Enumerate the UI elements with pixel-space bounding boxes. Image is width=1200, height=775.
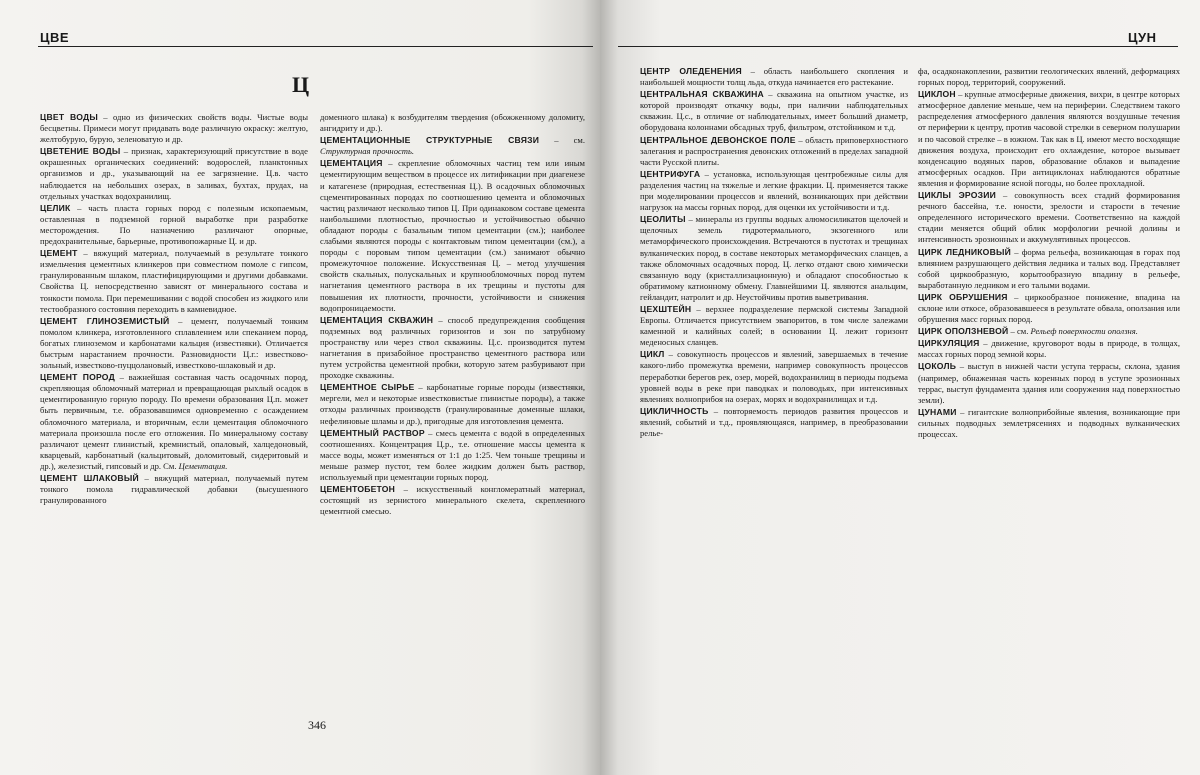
entry-definition: – крупные атмосферные движения, вихри, в центре которых атмосферное давление меньше, чем на периферии. Следствием такого распределения атмосферного давления являются воздушные течения от периферии к центру, против часовой стрелки в северном полушарии и по часовой стрелке – в южном. Так как в Ц. имеют место восходящие движения воздуха, происходит его охлаждение, которое вызывает конденсацию водяных паров, образование облаков и выпадение атмосферных осадков. При антициклонах наблюдаются обратные явления и формирование ясной погоды, но более прохладной. bbox=[918, 89, 1180, 188]
entry-definition: – совокупность процессов и явлений, завершаемых в течение какого-либо промежутка времени, например совокупность процессов переработки берегов рек, озер, морей, водохранилищ в периоды подъема уровней воды в реке при паводках и половодьях, при интенсивных явлениях волноприбоя на озерах, морях и водохранилищах и т.д. bbox=[640, 349, 908, 403]
entry-definition: – часть пласта горных пород с полезным ископаемым, оставленная в подземной горной выработке при разработке месторождения. По назначению различают опорные, предохранительные, барьерные, противопожарные Ц. и др. bbox=[40, 203, 308, 246]
entry-definition: – установка, использующая центробежные силы для разделения частиц на тяжелые и легкие фракции. Ц. применяется также при моделировании процессов и явлений, возникающих при действии нагрузок на массы горных пород, для оценки их устойчивости и т.д. bbox=[640, 169, 908, 212]
left-running-head: ЦВЕ bbox=[40, 30, 69, 45]
entry-cross-reference: Рельеф поверхности оползня. bbox=[1031, 326, 1138, 336]
entry-headword: ЦЕМЕНТАЦИЯ СКВАЖИН bbox=[320, 315, 433, 325]
dictionary-entry bbox=[918, 361, 1180, 405]
entry-headword: ЦЕНТР ОЛЕДЕНЕНИЯ bbox=[640, 66, 742, 76]
entry-definition: – область приповерхностного залегания и распространения девонских отложений в пределах западной части Русской плиты. bbox=[640, 135, 908, 167]
entry-definition: – минералы из группы водных алюмосиликатов щелочей и щелочных земель гидротермального, экзогенного или метаморфического происхождения. Встречаются в пустотах и трещинах вулканических пород, в составе некоторых метаморфических сланцев, а также обломочных осадочных пород. Ц. легко отдают свою химически связанную воду (кристаллизационную) и обладают способностью к обратимому катионному обмену. Главнейшими Ц. являются анальцим, гейландит, натролит и др. Неустойчивы против выветривания. bbox=[640, 214, 908, 302]
dictionary-entry bbox=[640, 89, 908, 133]
left-page bbox=[0, 0, 600, 775]
book-spread bbox=[0, 0, 1200, 775]
section-letter: Ц bbox=[292, 72, 309, 98]
right-running-head: ЦУН bbox=[1128, 30, 1156, 45]
entry-headword: ЦИРК ЛЕДНИКОВЫЙ bbox=[918, 247, 1011, 257]
entry-headword: ЦЕМЕНТНОЕ СЫРЬЕ bbox=[320, 382, 414, 392]
entry-definition: – искусственный конгломератный материал, состоящий из зернистого минерального скелета, скрепленного цементной смесью. bbox=[320, 484, 585, 516]
dictionary-entry bbox=[640, 304, 908, 348]
entry-cross-reference: Структурная прочность. bbox=[320, 146, 414, 156]
entry-headword: ЦЕМЕНТ ГЛИНОЗЕМИСТЫЙ bbox=[40, 316, 169, 326]
right-column-1 bbox=[640, 66, 908, 440]
entry-definition: – совокупность всех стадий формирования речного бассейна, т.е. юности, зрелости и старости в течение определенного исторического времени. Соответственно на каждой стадии меняется общий облик морфологии речной долины и интенсивность эрозионных и аккумулятивных процессов. bbox=[918, 190, 1180, 244]
entry-definition: доменного шлака) к возбудителям твердения (обожженному доломиту, ангидриту и др.). bbox=[320, 112, 585, 133]
dictionary-entry bbox=[40, 248, 308, 315]
entry-headword: ЦЕМЕНТ bbox=[40, 248, 78, 258]
right-header-rule bbox=[618, 46, 1178, 47]
entry-definition: – вяжущий материал, получаемый в результате тонкого измельчения цементных клинкеров при совместном помоле с гипсом, гранулированным шлаком, пластифицирующими и другими добавками. Свойства Ц. непосредственно зависят от минерального состава и тонкости помола. При перемешивании с водой способен из жидкого или тестообразного состояния переходить в камневидное. bbox=[40, 248, 308, 313]
entry-definition: – важнейшая составная часть осадочных пород, скрепляющая обломочный материал и превращающая рыхлый осадок в цементированную горную породу. По времени образования Ц.п. может быть первичным, т.е. образовавшимся одновременно с осаждением обломочного материала, и вторичным, если цементация обломочного материала произошла после его отложения. По минеральному составу различают цемент глинистый, кремнистый, опаловый, халцедоновый, кварцевый, карбонатный (кальцитовый, доломитовый, сидеритовый и др.), железистый, гипсовый и др. См. bbox=[40, 372, 308, 471]
dictionary-entry bbox=[918, 190, 1180, 245]
entry-headword: ЦЕЛИК bbox=[40, 203, 70, 213]
entry-definition: – одно из физических свойств воды. Чистые воды бесцветны. Примеси могут придавать воде различную окраску: желтую, желтобурую, бурую, зеленоватую и др. bbox=[40, 112, 308, 144]
entry-headword: ЦОКОЛЬ bbox=[918, 361, 956, 371]
entry-definition: – верхнее подразделение пермской системы Западной Европы. Отличается присутствием эвапоритов, в том числе залежами каменной и калийных солей; в основании Ц. лежит горизонт меденосных сланцев. bbox=[640, 304, 908, 347]
dictionary-entry bbox=[918, 407, 1180, 440]
dictionary-entry bbox=[640, 214, 908, 303]
entry-cross-reference: Цементация. bbox=[179, 461, 228, 471]
dictionary-entry bbox=[320, 315, 585, 382]
dictionary-entry bbox=[40, 372, 308, 472]
dictionary-entry bbox=[320, 428, 585, 483]
entry-headword: ЦИКЛОН bbox=[918, 89, 956, 99]
entry-definition: – гигантские волноприбойные явления, возникающие при сильных подводных землетрясениях и подводных вулканических процессах. bbox=[918, 407, 1180, 439]
dictionary-entry bbox=[640, 135, 908, 168]
dictionary-entry bbox=[918, 292, 1180, 325]
entry-definition: – скрепление обломочных частиц тем или иным цементирующим веществом в процессе их литификации при диагенезе и катагенезе (природная, естественная Ц.). В осадочных обломочных сцементированных породах по соотношению цемента и обломочных частиц различают несколько типов Ц. При одинаковом составе цемента наибольшими плотностью, прочностью и устойчивостью обычно обладают породы с базальным типом цементации (см.); наиболее слабыми являются породы с контактовым типом цементации (см.), а породы с поровым типом цементации (см.) занимают обычно промежуточное положение. Искусственная Ц. – метод улучшения свойств скальных, полускальных и крупнообломочных пород путем нагнетания цементного раствора в их трещины и пустоты для повышения их плотности, прочности, устойчивости и снижения водопроницаемости. bbox=[320, 158, 585, 312]
page-number: 346 bbox=[308, 718, 326, 733]
entry-headword: ЦЕНТРАЛЬНОЕ ДЕВОНСКОЕ ПОЛЕ bbox=[640, 135, 796, 145]
entry-definition: – смесь цемента с водой в определенных соотношениях. Концентрация Ц.р., т.е. отношение массы цемента к массе воды, может изменяться от 1:1 до 1:25. Чем тоньше трещины и меньше размер пустот, тем более жидким должен быть раствор, используемый при цементации горных пород. bbox=[320, 428, 585, 482]
entry-headword: ЦЕМЕНТНЫЙ РАСТВОР bbox=[320, 428, 425, 438]
dictionary-entry bbox=[640, 66, 908, 88]
entry-headword: ЦЕНТРАЛЬНАЯ СКВАЖИНА bbox=[640, 89, 764, 99]
entry-definition: – циркообразное понижение, впадина на склоне или откосе, образовавшееся в результате обвала, оползания или обрушения масс горных пород. bbox=[918, 292, 1180, 324]
entry-headword: ЦУНАМИ bbox=[918, 407, 957, 417]
entry-definition: – форма рельефа, возникающая в горах под влиянием разрушающего действия ледника и талых вод. Представляет собой циркообразную, корытообразную впадину в рельефе, выработанную ледником и его талыми водами. bbox=[918, 247, 1180, 290]
entry-definition: – область наибольшего скопления и наибольшей мощности толщ льда, откуда начинается его растекание. bbox=[640, 66, 908, 87]
entry-headword: ЦЕХШТЕЙН bbox=[640, 304, 691, 314]
left-column-1 bbox=[40, 112, 308, 507]
dictionary-entry bbox=[640, 169, 908, 213]
dictionary-entry bbox=[40, 316, 308, 371]
dictionary-entry bbox=[320, 484, 585, 517]
entry-definition: – цемент, получаемый тонким помолом клинкера, изготовленного сплавлением или спеканием пород, богатых глиноземом и карбонатами кальция (известняки). Отличается быстрым нарастанием прочности. Разновидности Ц.г.: известково-зольный, известково-пуццолановый, известково-шлаковый и др. bbox=[40, 316, 308, 370]
entry-headword: ЦЕМЕНТАЦИОННЫЕ СТРУКТУРНЫЕ СВЯЗИ bbox=[320, 135, 539, 145]
dictionary-entry bbox=[40, 146, 308, 201]
entry-definition: – скважина на опытном участке, из которой производят откачку воды, при наличии наблюдательных скважин. Ц.с., в отличие от наблюдательных, имеет больший диаметр, оборудована колоннами обсадных труб, фильтром, отстойником и т.д. bbox=[640, 89, 908, 132]
entry-headword: ЦИКЛ bbox=[640, 349, 665, 359]
entry-headword: ЦИКЛЫ ЭРОЗИИ bbox=[918, 190, 996, 200]
entry-headword: ЦИРК ОБРУШЕНИЯ bbox=[918, 292, 1008, 302]
entry-headword: ЦЕМЕНТАЦИЯ bbox=[320, 158, 383, 168]
left-header-rule bbox=[38, 46, 593, 47]
entry-headword: ЦИРК ОПОЛЗНЕВОЙ bbox=[918, 326, 1008, 336]
entry-headword: ЦЕМЕНТ ШЛАКОВЫЙ bbox=[40, 473, 139, 483]
dictionary-entry bbox=[918, 338, 1180, 360]
entry-headword: ЦЕМЕНТ ПОРОД bbox=[40, 372, 115, 382]
entry-headword: ЦЕМЕНТОБЕТОН bbox=[320, 484, 395, 494]
dictionary-entry bbox=[40, 112, 308, 145]
dictionary-entry bbox=[918, 66, 1180, 88]
entry-headword: ЦВЕТ ВОДЫ bbox=[40, 112, 98, 122]
entry-definition: – повторяемость периодов развития процессов и явлений, событий и т.д., проявляющаяся, например, в преобразовании релье- bbox=[640, 406, 908, 438]
entry-definition: – движение, круговорот воды в природе, в толщах, массах горных пород земной коры. bbox=[918, 338, 1180, 359]
dictionary-entry bbox=[918, 326, 1180, 337]
dictionary-entry bbox=[40, 203, 308, 247]
dictionary-entry bbox=[320, 135, 585, 157]
entry-definition: – вяжущий материал, получаемый путем тонкого помола гидравлической добавки (высушенного гранулированного bbox=[40, 473, 308, 505]
entry-definition: – см. bbox=[1008, 326, 1030, 336]
entry-definition: – признак, характеризующий присутствие в воде окрашенных органических соединений: водорослей, планктонных организмов и др., указывающий на ее загрязнение. Ц.в. часто наблюдается на небольших озерах, в заливах, бухтах, прудах, на отдельных участках водохранилищ. bbox=[40, 146, 308, 200]
right-column-2 bbox=[918, 66, 1180, 441]
entry-headword: ЦИРКУЛЯЦИЯ bbox=[918, 338, 980, 348]
entry-definition: – см. bbox=[539, 135, 585, 145]
dictionary-entry bbox=[640, 349, 908, 404]
left-column-2 bbox=[320, 112, 585, 518]
entry-definition: – способ предупреждения сообщения подземных вод различных горизонтов и зон по затрубному пространству или через ствол скважины. Ц.с. производится путем нагнетания в призабойное пространство цементного раствора или путем устройства цементной пробки, которую затем разбуривают при проходке скважины. bbox=[320, 315, 585, 380]
dictionary-entry bbox=[918, 247, 1180, 291]
entry-definition: – выступ в нижней части уступа террасы, склона, здания (например, обнаженная часть коренных пород в уступе эрозионных террас, выступ фундамента здания или сооружения над поверхностью земли). bbox=[918, 361, 1180, 404]
entry-definition: фа, осадконакоплении, развитии геологических явлений, деформациях горных пород, территорий, сооружений. bbox=[918, 66, 1180, 87]
dictionary-entry bbox=[320, 382, 585, 426]
entry-headword: ЦЕОЛИТЫ bbox=[640, 214, 686, 224]
right-page bbox=[600, 0, 1200, 775]
dictionary-entry bbox=[918, 89, 1180, 189]
dictionary-entry bbox=[320, 112, 585, 134]
entry-headword: ЦВЕТЕНИЕ ВОДЫ bbox=[40, 146, 121, 156]
entry-definition: – карбонатные горные породы (известняки, мергели, мел и некоторые известковистые глинистые породы), а также отходы различных производств (гранулированные доменные шлаки, нефелиновые шламы и др.), пригодные для изготовления цемента. bbox=[320, 382, 585, 425]
entry-headword: ЦИКЛИЧНОСТЬ bbox=[640, 406, 708, 416]
dictionary-entry bbox=[40, 473, 308, 506]
dictionary-entry bbox=[640, 406, 908, 439]
entry-headword: ЦЕНТРИФУГА bbox=[640, 169, 700, 179]
dictionary-entry bbox=[320, 158, 585, 313]
